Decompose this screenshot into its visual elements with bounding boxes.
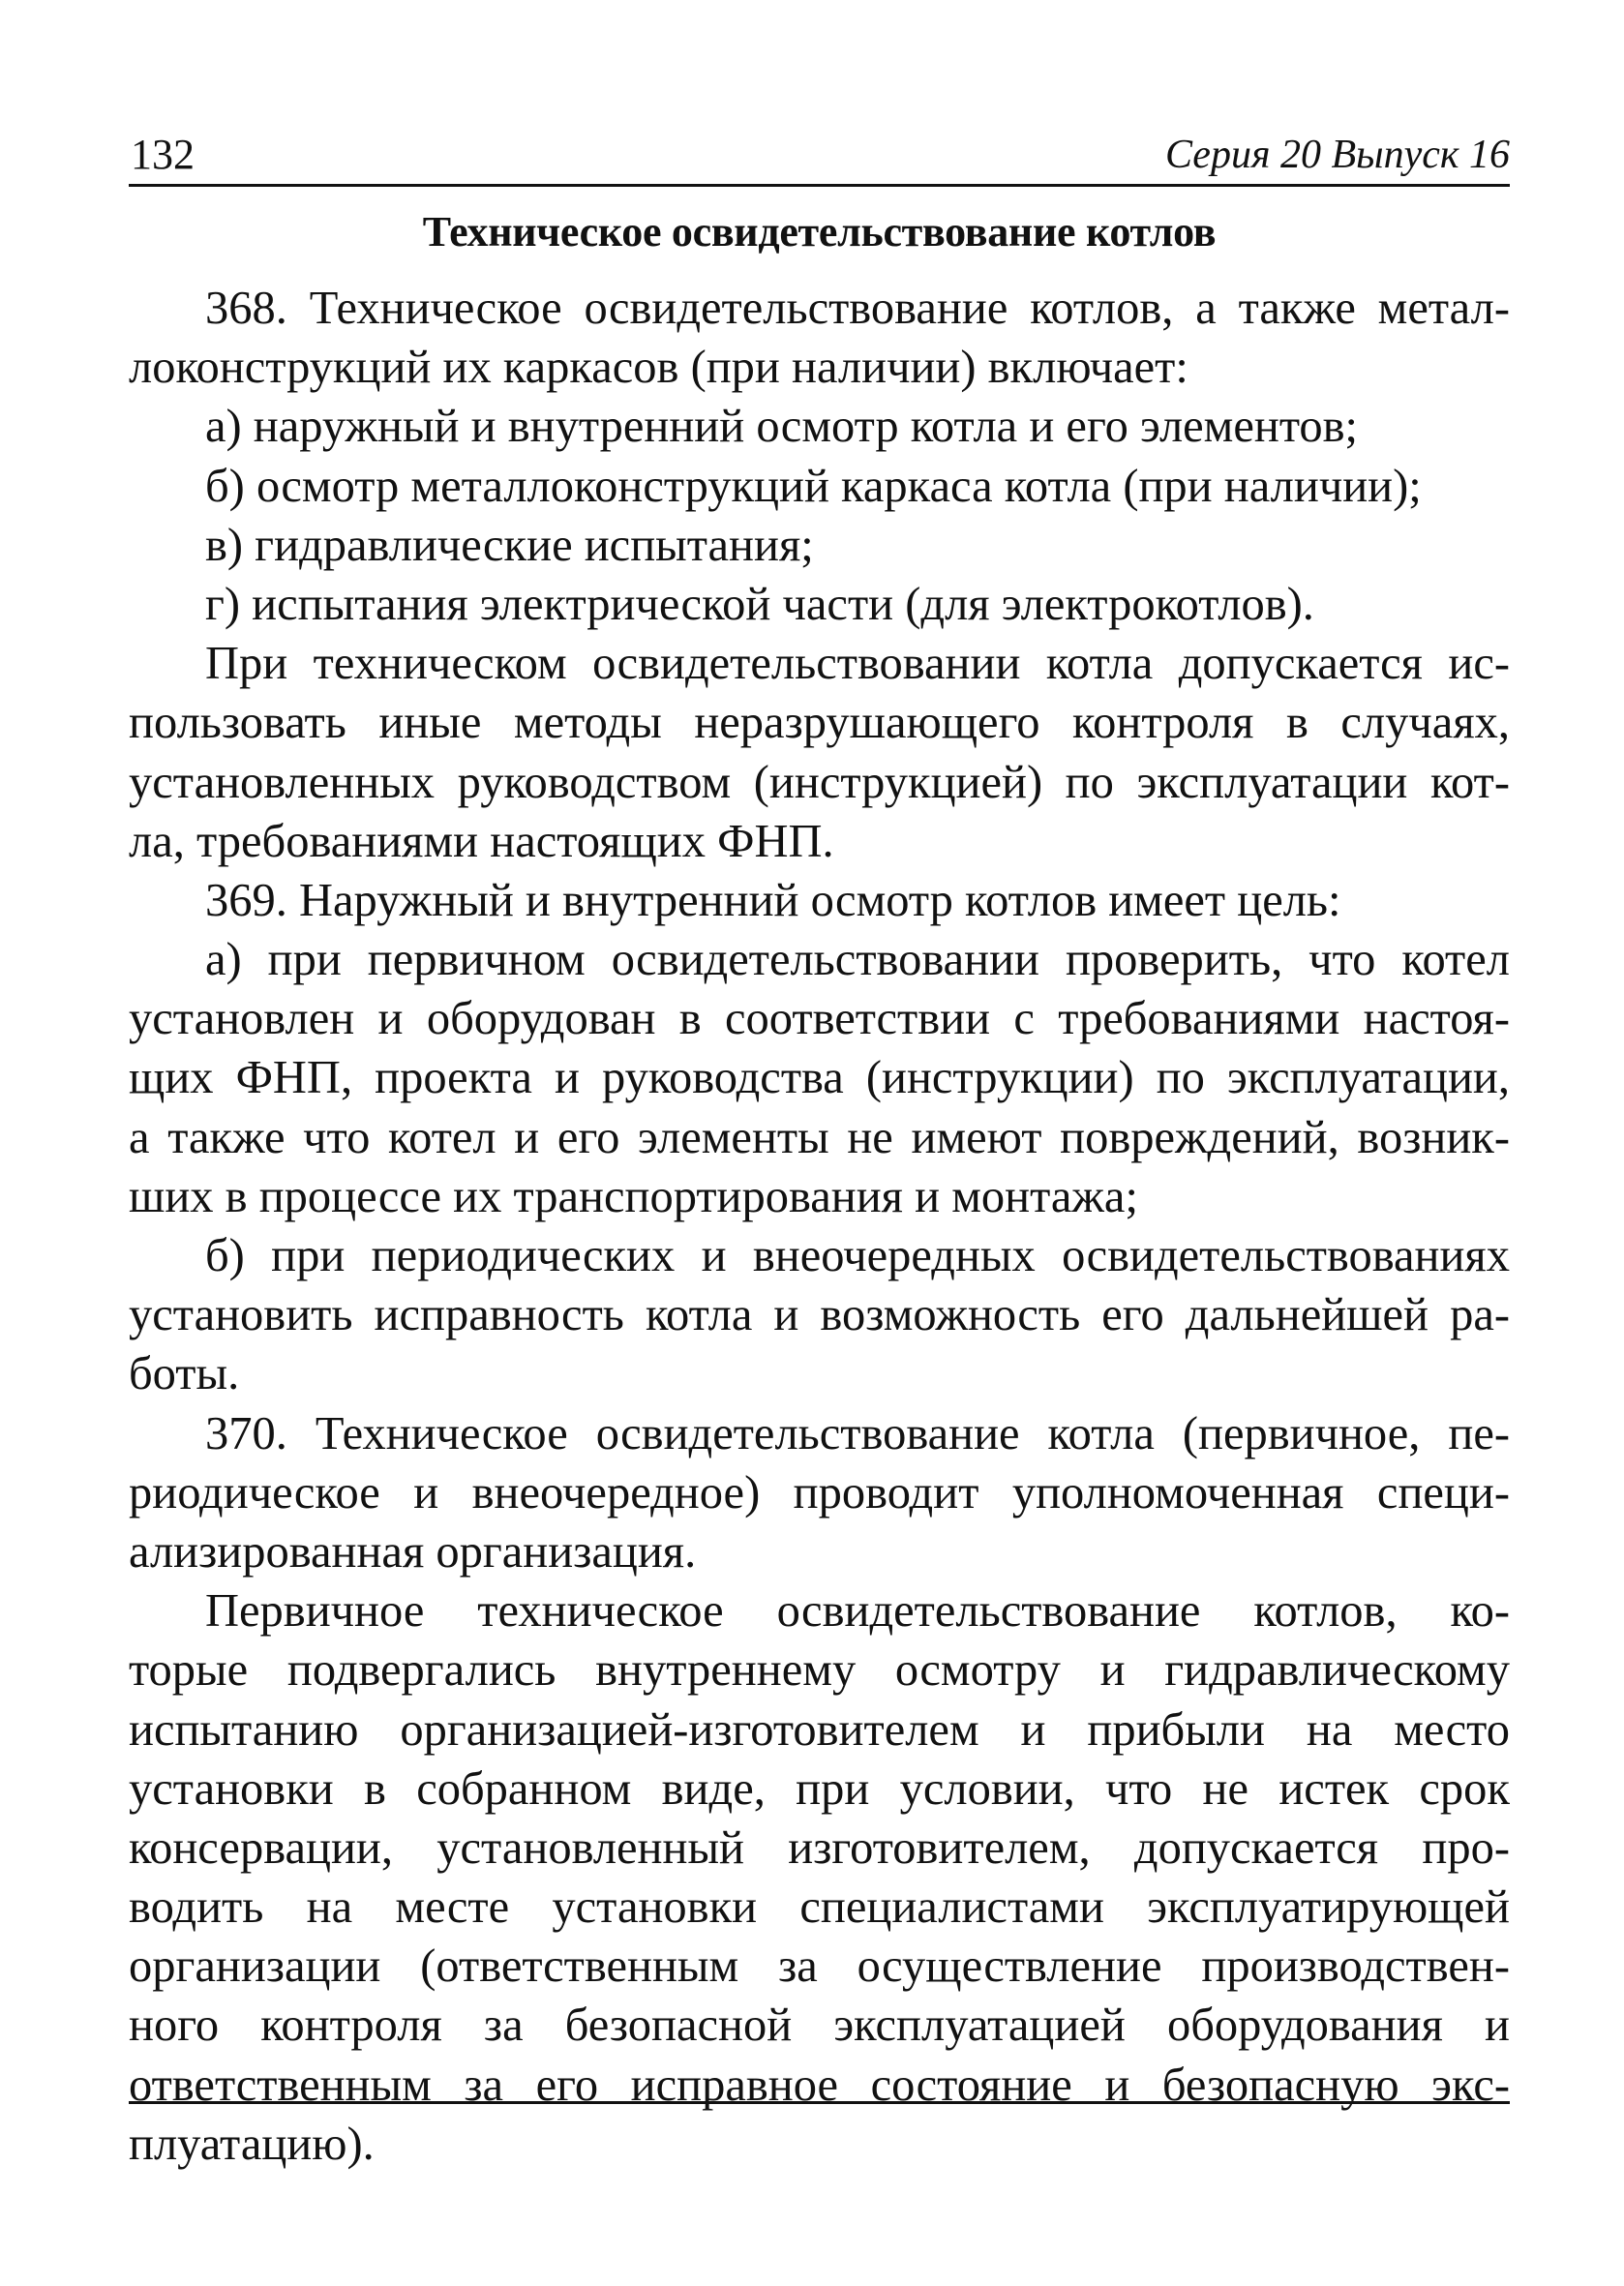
text-line: а) при первичном освидетельствовании проверить, что котел xyxy=(205,934,1510,986)
text-line: локонструкций их каркасов (при наличии) включает: xyxy=(129,342,1188,394)
text-line: 368. Техническое освидетельствование котлов, а также метал- xyxy=(205,283,1510,334)
text-line: риодическое и внеочередное) проводит уполномоченная специ- xyxy=(129,1466,1510,1519)
text-line: ответственным за его исправное состояние и безопасную экс- xyxy=(129,2059,1510,2111)
text-line: г) испытания электрической части (для электрокотлов). xyxy=(205,578,1314,630)
text-line: ного контроля за безопасной эксплуатацией оборудования и xyxy=(129,2000,1510,2052)
document-page xyxy=(129,0,1510,2286)
text-line: испытанию организацией-изготовителем и прибыли на место xyxy=(129,1703,1510,1756)
page-number: 132 xyxy=(131,131,195,178)
text-line: торые подвергались внутреннему осмотру и гидравлическому xyxy=(129,1644,1510,1697)
text-line: б) осмотр металлоконструкций каркаса котла (при наличии); xyxy=(205,460,1422,512)
text-line: Первичное техническое освидетельствование котлов, ко- xyxy=(205,1585,1510,1638)
text-line: б) при периодических и внеочередных освидетельствованиях xyxy=(205,1230,1510,1281)
text-line: водить на месте установки специалистами эксплуатирующей xyxy=(129,1881,1510,1934)
text-line: 370. Техническое освидетельствование котла (первичное, пе- xyxy=(205,1407,1510,1459)
text-line: а) наружный и внутренний осмотр котла и его элементов; xyxy=(205,401,1359,453)
bottom-rule xyxy=(129,2101,1510,2104)
text-line: в) гидравлические испытания; xyxy=(205,519,814,571)
text-line: установить исправность котла и возможность его дальнейшей ра- xyxy=(129,1289,1510,1341)
text-line: плуатацию). xyxy=(129,2118,375,2170)
text-line: установлен и оборудован в соответствии с требованиями настоя- xyxy=(129,993,1510,1045)
text-line: установки в собранном виде, при условии, что не истек срок xyxy=(129,1762,1510,1815)
text-line: установленных руководством (инструкцией) по эксплуатации кот- xyxy=(129,756,1510,808)
text-line: организации (ответственным за осуществление производствен- xyxy=(129,1940,1510,1993)
text-line: ализированная организация. xyxy=(129,1525,697,1578)
body-text xyxy=(129,279,1510,2174)
running-header xyxy=(129,116,1510,187)
series-issue-label: Серия 20 Выпуск 16 xyxy=(1165,133,1510,177)
text-line: щих ФНП, проекта и руководства (инструкции) по эксплуатации, xyxy=(129,1052,1510,1104)
text-line: При техническом освидетельствовании котла допускается ис- xyxy=(205,638,1510,690)
text-line: пользовать иные методы неразрушающего контроля в случаях, xyxy=(129,697,1510,749)
text-line: ших в процессе их транспортирования и монтажа; xyxy=(129,1170,1138,1222)
section-title: Техническое освидетельствование котлов xyxy=(422,208,1217,256)
text-line: 369. Наружный и внутренний осмотр котлов имеет цель: xyxy=(205,874,1341,926)
text-line: боты. xyxy=(129,1348,240,1400)
text-line: консервации, установленный изготовителем, допускается про- xyxy=(129,1821,1510,1874)
text-line: ла, требованиями настоящих ФНП. xyxy=(129,815,834,867)
text-line: а также что котел и его элементы не имеют повреждений, возник- xyxy=(129,1111,1510,1163)
